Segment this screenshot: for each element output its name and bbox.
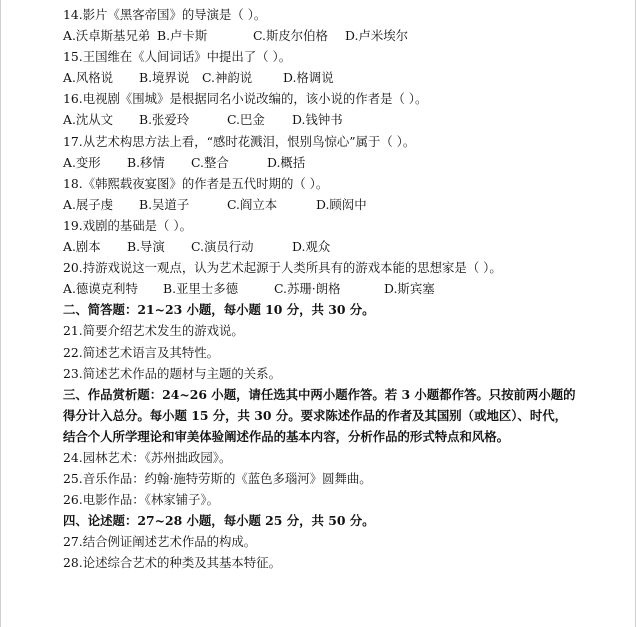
section-2-heading: 二、简答题：21~23 小题，每小题 10 分，共 30 分。	[63, 302, 375, 318]
question-22: 22.简述艺术语言及其特性。	[63, 344, 220, 360]
question-14-options	[63, 25, 583, 46]
question-26: 26.电影作品：《林家铺子》。	[63, 492, 219, 508]
question-16-option-c: C.巴金	[227, 112, 265, 128]
question-19-option-a: A.剧本	[63, 239, 101, 255]
question-14-option-c: C.斯皮尔伯格	[253, 28, 328, 44]
question-18-option-b: B.吴道子	[139, 196, 190, 212]
question-18-stem: 18.《韩熙载夜宴图》的作者是五代时期的（ ）。	[63, 175, 329, 191]
question-15-stem: 15.王国维在《人间词话》中提出了（ ）。	[63, 49, 292, 65]
question-16-option-b: B.张爱玲	[139, 112, 190, 128]
question-25: 25.音乐作品：约翰·施特劳斯的《蓝色多瑙河》圆舞曲。	[63, 471, 372, 487]
question-24: 24.园林艺术：《苏州拙政园》。	[63, 449, 232, 465]
question-16-stem: 16.电视剧《围城》是根据同名小说改编的，该小说的作者是（ ）。	[63, 91, 428, 107]
question-16-option-d: D.钱钟书	[292, 112, 343, 128]
question-19-option-d: D.观众	[292, 239, 331, 255]
question-20-options	[63, 278, 583, 299]
question-14-option-b: B.卢卡斯	[157, 28, 208, 44]
question-14-option-d: D.卢米埃尔	[345, 28, 408, 44]
question-17-options	[63, 152, 583, 173]
question-28: 28.论述综合艺术的种类及其基本特征。	[63, 555, 281, 571]
question-15-option-c: C.神韵说	[202, 70, 253, 86]
question-15-option-a: A.风格说	[63, 70, 114, 86]
section-3-heading-line-3: 结合个人所学理论和审美体验阐述作品的基本内容，分析作品的形式特点和风格。	[63, 428, 510, 444]
question-21: 21.简要介绍艺术发生的游戏说。	[63, 323, 244, 339]
question-20-option-b: B.亚里士多德	[163, 281, 238, 297]
question-20-option-a: A.德谟克利特	[63, 281, 138, 297]
question-17-option-a: A.变形	[63, 154, 101, 170]
question-19-option-b: B.导演	[127, 239, 165, 255]
question-18-option-c: C.阎立本	[227, 196, 278, 212]
section-3-heading-line-1: 三、作品赏析题：24~26 小题，请任选其中两小题作答。若 3 小题都作答。只按前两小题的	[63, 386, 576, 402]
exam-content	[63, 4, 583, 574]
question-16-options	[63, 109, 583, 130]
question-15-option-b: B.境界说	[139, 70, 190, 86]
question-16-option-a: A.沈从文	[63, 112, 114, 128]
question-17-stem: 17.从艺术构思方法上看，“感时花溅泪，恨别鸟惊心”属于（ ）。	[63, 133, 416, 149]
question-20-stem: 20.持游戏说这一观点，认为艺术起源于人类所具有的游戏本能的思想家是（ ）。	[63, 260, 502, 276]
question-23: 23.简述艺术作品的题材与主题的关系。	[63, 365, 281, 381]
question-17-option-c: C.整合	[191, 154, 229, 170]
question-19-stem: 19.戏剧的基础是（ ）。	[63, 217, 192, 233]
question-15-option-d: D.格调说	[283, 70, 334, 86]
section-4-heading: 四、论述题：27~28 小题，每小题 25 分，共 50 分。	[63, 513, 375, 529]
question-20-option-d: D.斯宾塞	[384, 281, 435, 297]
question-14-option-a: A.沃卓斯基兄弟	[63, 28, 151, 44]
section-3-heading-line-2: 得分计入总分。每小题 15 分，共 30 分。要求陈述作品的作者及其国别（或地区）、时代，	[63, 407, 567, 423]
question-19-options	[63, 236, 583, 257]
question-15-options	[63, 67, 583, 88]
question-18-option-a: A.展子虔	[63, 196, 114, 212]
question-14-stem: 14.影片《黑客帝国》的导演是（ ）。	[63, 7, 267, 22]
question-19-option-c: C.演员行动	[191, 239, 254, 255]
question-17-option-b: B.移情	[127, 154, 165, 170]
question-20-option-c: C.苏珊·朗格	[274, 281, 341, 297]
question-27: 27.结合例证阐述艺术作品的构成。	[63, 534, 257, 550]
question-18-options	[63, 194, 583, 215]
question-18-option-d: D.顾闳中	[316, 196, 367, 212]
question-17-option-d: D.概括	[267, 154, 306, 170]
